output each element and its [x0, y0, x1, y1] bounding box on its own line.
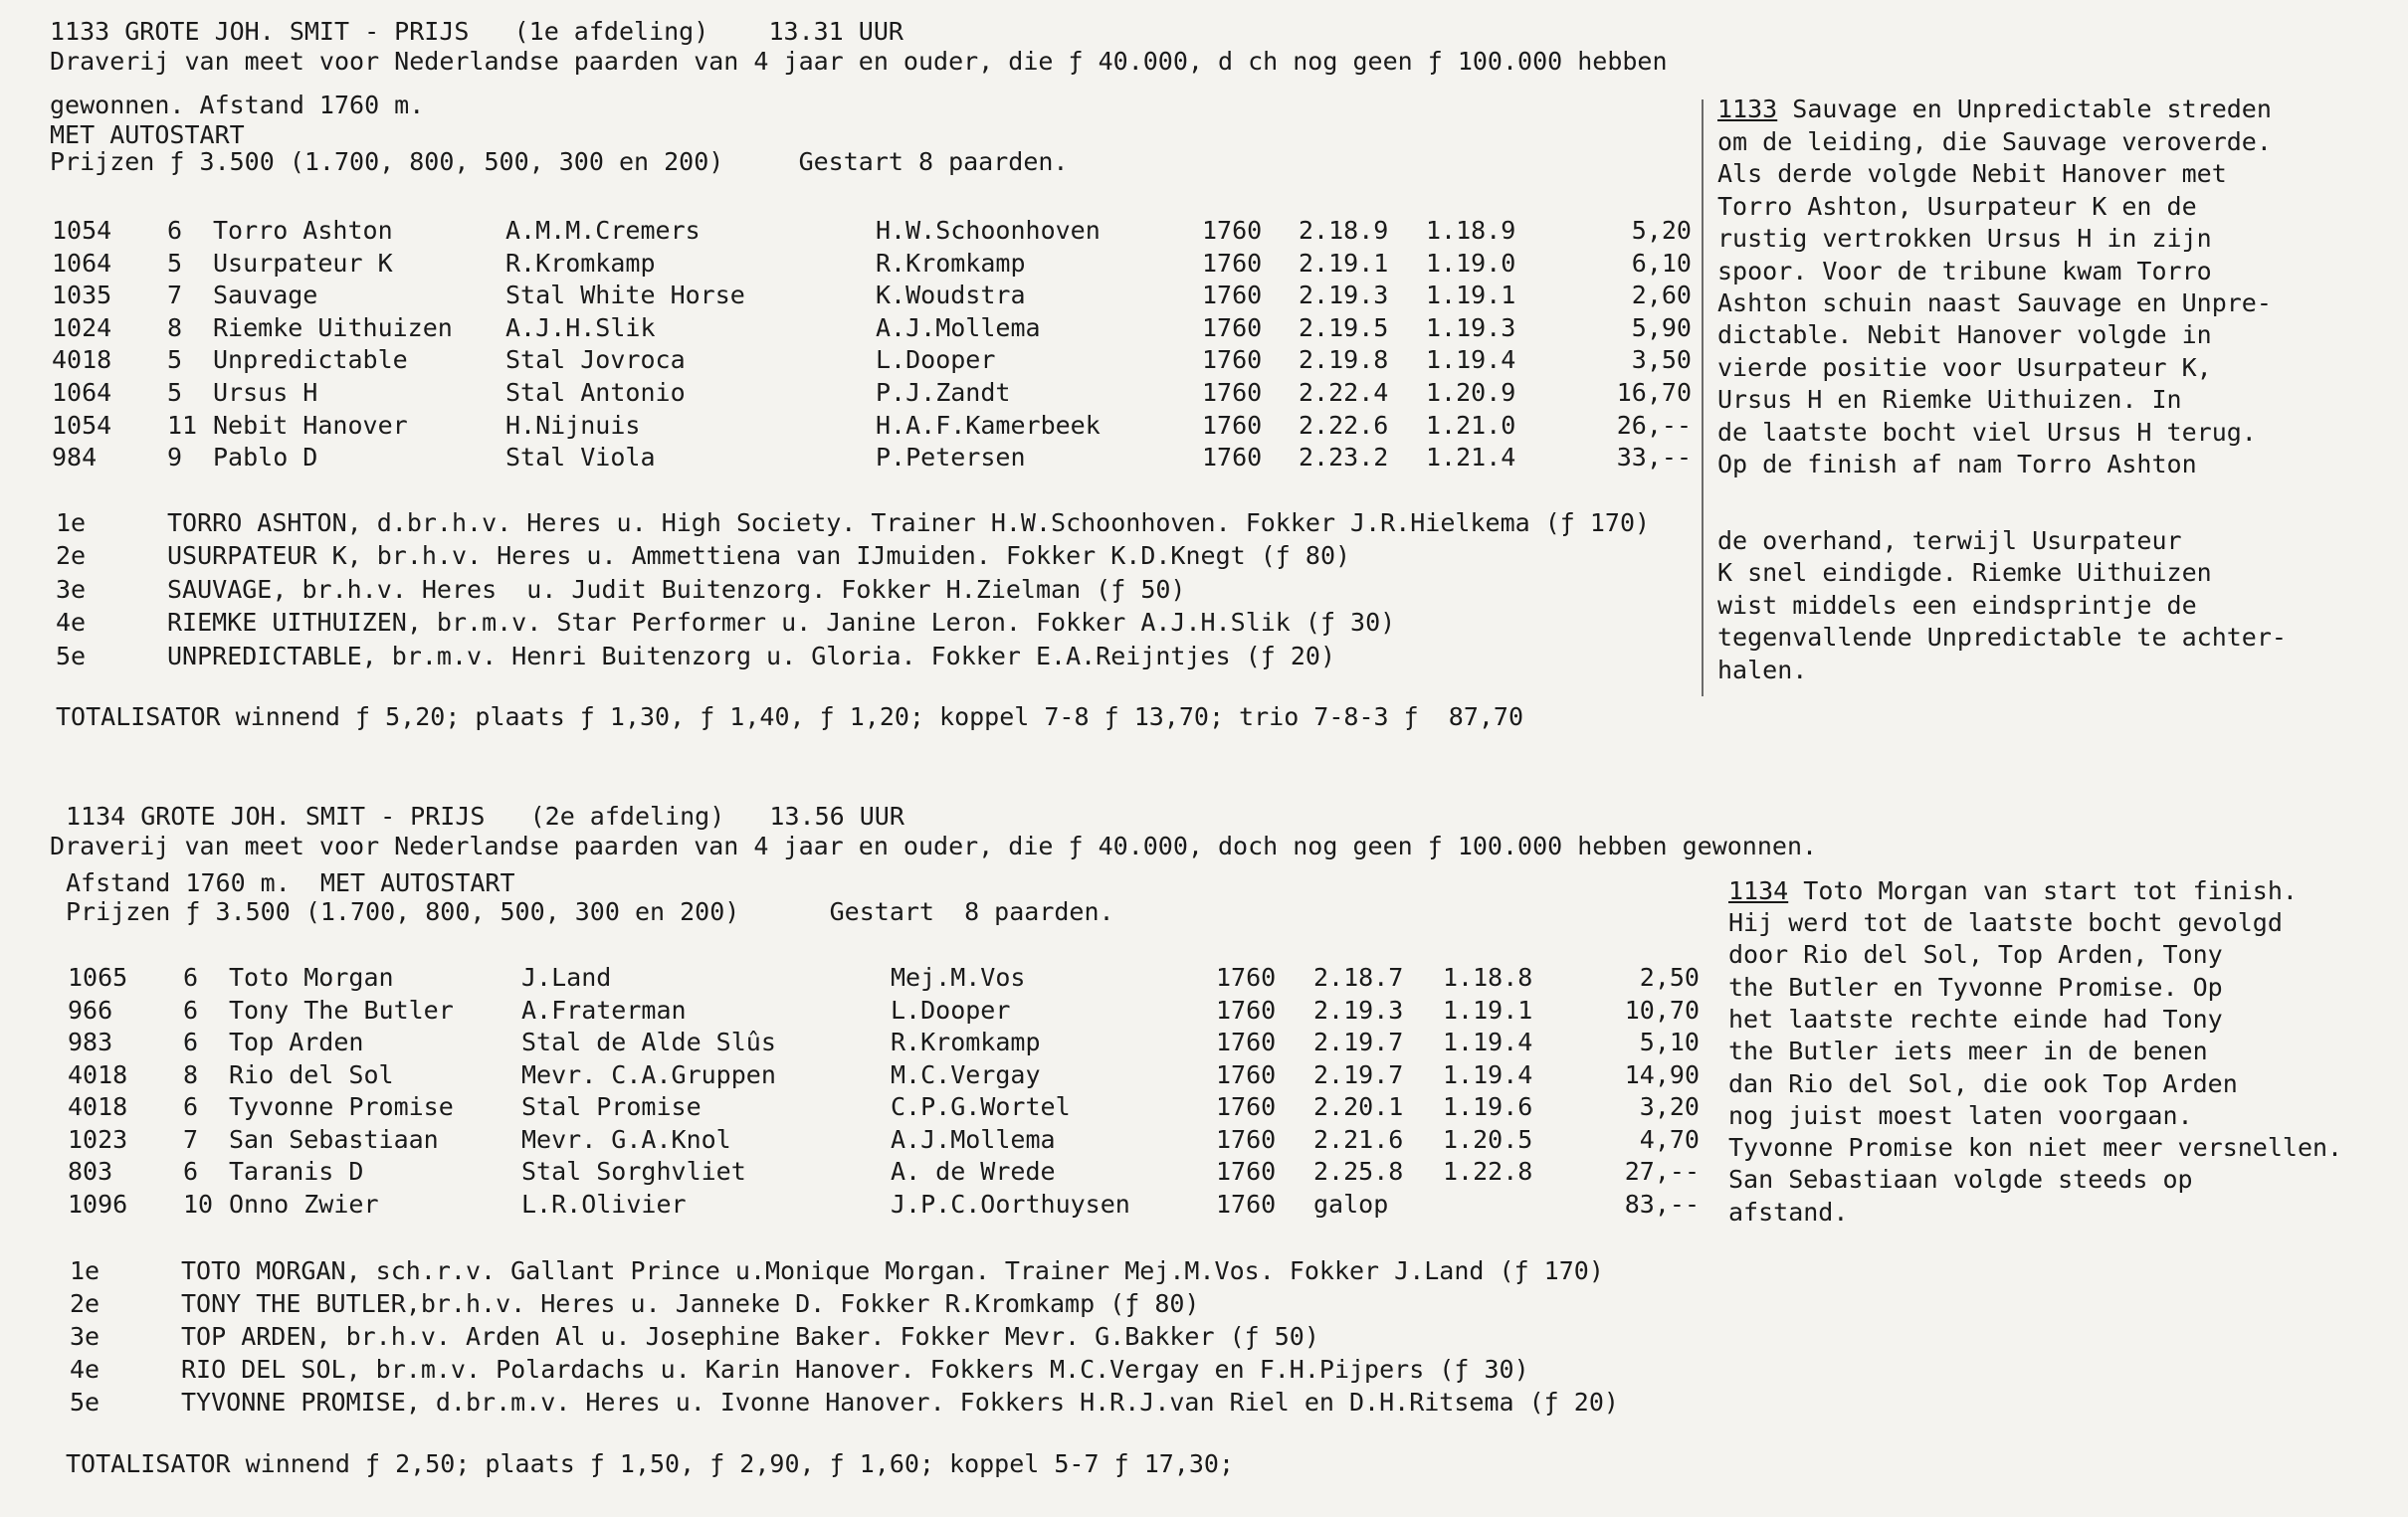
comment-line: Ashton schuin naast Sauvage en Unpre- — [1717, 288, 2272, 317]
cell-distance: 1760 — [1202, 410, 1263, 440]
cell-km-time: 1.19.4 — [1443, 1028, 1533, 1056]
race-header: 1133 GROTE JOH. SMIT - PRIJS (1e afdeling) 13.31 UUR — [50, 17, 903, 46]
comment-line: halen. — [1717, 655, 1808, 684]
cell-horse: Ursus H — [213, 378, 318, 407]
cell-program-number: 4018 — [52, 345, 112, 375]
cell-program-number: 983 — [68, 1028, 113, 1056]
cell-distance: 1760 — [1202, 248, 1263, 278]
cell-driver: A.J.Mollema — [876, 312, 1041, 342]
race-comment-first-line — [1717, 95, 2272, 124]
cell-program-number: 4018 — [68, 1092, 128, 1121]
cell-start-number: 10 — [183, 1189, 214, 1219]
cell-distance: 1760 — [1202, 216, 1263, 245]
cell-owner: J.Land — [521, 963, 612, 992]
cell-horse: Unpredictable — [213, 345, 408, 375]
cell-distance: 1760 — [1216, 1028, 1277, 1056]
cell-start-number: 5 — [167, 248, 183, 278]
cell-driver: R.Kromkamp — [876, 248, 1026, 278]
cell-owner: Stal Antonio — [505, 378, 686, 407]
cell-horse: Tony The Butler — [229, 995, 454, 1025]
cell-program-number: 1054 — [52, 410, 112, 440]
cell-driver: R.Kromkamp — [891, 1028, 1041, 1056]
race-conditions: Afstand 1760 m. MET AUTOSTART — [66, 868, 515, 897]
cell-start-number: 7 — [167, 281, 183, 310]
cell-driver: K.Woudstra — [876, 281, 1026, 310]
cell-time: 2.19.7 — [1313, 1028, 1404, 1056]
cell-horse: Top Arden — [229, 1028, 364, 1056]
cell-owner: Stal Jovroca — [505, 345, 686, 375]
race-prizes: Prijzen ƒ 3.500 (1.700, 800, 500, 300 en 200) Gestart 8 paarden. — [50, 147, 1069, 176]
placing-rank: 4e — [56, 608, 87, 638]
race-start-type: MET AUTOSTART — [50, 120, 245, 149]
cell-owner: R.Kromkamp — [505, 248, 656, 278]
comment-line: door Rio del Sol, Top Arden, Tony — [1728, 940, 2223, 970]
cell-odds: 4,70 — [1639, 1124, 1700, 1154]
cell-start-number: 5 — [167, 345, 183, 375]
cell-time: 2.23.2 — [1299, 443, 1389, 473]
cell-driver: H.W.Schoonhoven — [876, 216, 1101, 245]
placing-text: TYVONNE PROMISE, d.br.m.v. Heres u. Ivonne Hanover. Fokkers H.R.J.van Riel en D.H.Ritsema (ƒ 20) — [181, 1388, 1619, 1417]
comment-line: dictable. Nebit Hanover volgde in — [1717, 320, 2212, 350]
cell-odds: 83,-- — [1624, 1189, 1700, 1219]
cell-horse: San Sebastiaan — [229, 1124, 439, 1154]
cell-time: galop — [1313, 1189, 1389, 1219]
comment-line: afstand. — [1728, 1197, 1849, 1227]
comment-line: Tyvonne Promise kon niet meer versnellen. — [1728, 1133, 2343, 1163]
cell-program-number: 1054 — [52, 216, 112, 245]
cell-driver: L.Dooper — [876, 345, 996, 375]
cell-km-time: 1.19.6 — [1443, 1092, 1533, 1121]
placing-rank: 1e — [70, 1256, 100, 1285]
cell-km-time: 1.20.9 — [1426, 378, 1516, 407]
cell-horse: Rio del Sol — [229, 1059, 394, 1089]
cell-owner: Stal Sorghvliet — [521, 1157, 746, 1186]
cell-odds: 2,50 — [1639, 963, 1700, 992]
cell-owner: Stal White Horse — [505, 281, 745, 310]
cell-start-number: 6 — [183, 1092, 199, 1121]
cell-time: 2.19.7 — [1313, 1059, 1404, 1089]
comment-line: het laatste rechte einde had Tony — [1728, 1004, 2223, 1034]
comment-line: de overhand, terwijl Usurpateur — [1717, 526, 2182, 555]
comment-line: Hij werd tot de laatste bocht gevolgd — [1728, 908, 2283, 937]
cell-horse: Riemke Uithuizen — [213, 312, 453, 342]
placing-rank: 2e — [56, 541, 87, 571]
comment-line: rustig vertrokken Ursus H in zijn — [1717, 224, 2212, 254]
cell-driver: A. de Wrede — [891, 1157, 1056, 1186]
comment-line: Op de finish af nam Torro Ashton — [1717, 450, 2197, 478]
comment-line: San Sebastiaan volgde steeds op — [1728, 1165, 2193, 1195]
totalisator: TOTALISATOR winnend ƒ 5,20; plaats ƒ 1,30, ƒ 1,40, ƒ 1,20; koppel 7-8 ƒ 13,70; trio 7-8-3 ƒ 87,70 — [56, 702, 1524, 731]
cell-program-number: 1024 — [52, 312, 112, 342]
cell-program-number: 966 — [68, 995, 113, 1025]
cell-start-number: 9 — [167, 443, 183, 473]
cell-time: 2.19.3 — [1313, 995, 1404, 1025]
cell-driver: M.C.Vergay — [891, 1059, 1041, 1089]
cell-odds: 6,10 — [1631, 248, 1692, 278]
cell-km-time: 1.18.9 — [1426, 216, 1516, 245]
cell-start-number: 8 — [167, 312, 183, 342]
comment-line: nog juist moest laten voorgaan. — [1728, 1100, 2193, 1130]
comment-line: Als derde volgde Nebit Hanover met — [1717, 159, 2227, 189]
cell-horse: Pablo D — [213, 443, 318, 473]
placing-text: USURPATEUR K, br.h.v. Heres u. Ammettiena van IJmuiden. Fokker K.D.Knegt (ƒ 80) — [167, 541, 1351, 571]
cell-distance: 1760 — [1202, 378, 1263, 407]
placing-text: SAUVAGE, br.h.v. Heres u. Judit Buitenzorg. Fokker H.Zielman (ƒ 50) — [167, 574, 1186, 604]
cell-owner: A.Fraterman — [521, 995, 687, 1025]
cell-driver: P.J.Zandt — [876, 378, 1011, 407]
cell-time: 2.19.8 — [1299, 345, 1389, 375]
placing-rank: 1e — [56, 508, 87, 537]
cell-program-number: 4018 — [68, 1059, 128, 1089]
cell-driver: H.A.F.Kamerbeek — [876, 410, 1101, 440]
cell-distance: 1760 — [1216, 1092, 1277, 1121]
cell-km-time: 1.19.4 — [1426, 345, 1516, 375]
cell-start-number: 7 — [183, 1124, 199, 1154]
cell-program-number: 1035 — [52, 281, 112, 310]
cell-horse: Taranis D — [229, 1157, 364, 1186]
cell-program-number: 984 — [52, 443, 98, 473]
cell-time: 2.19.3 — [1299, 281, 1389, 310]
comment-line: the Butler en Tyvonne Promise. Op — [1728, 972, 2223, 1002]
cell-start-number: 5 — [167, 378, 183, 407]
comment-line: the Butler iets meer in de benen — [1728, 1037, 2208, 1066]
cell-program-number: 1064 — [52, 378, 112, 407]
comment-line: spoor. Voor de tribune kwam Torro — [1717, 256, 2212, 285]
cell-horse: Tyvonne Promise — [229, 1092, 454, 1121]
cell-distance: 1760 — [1216, 1124, 1277, 1154]
race-conditions: Draverij van meet voor Nederlandse paarden van 4 jaar en ouder, die ƒ 40.000, doch nog geen ƒ 100.000 hebben gewonnen. — [50, 832, 1818, 860]
comment-divider — [1702, 99, 1704, 696]
cell-distance: 1760 — [1202, 281, 1263, 310]
cell-odds: 5,20 — [1631, 216, 1692, 245]
cell-time: 2.25.8 — [1313, 1157, 1404, 1186]
placing-rank: 4e — [70, 1355, 100, 1384]
comment-line: K snel eindigde. Riemke Uithuizen — [1717, 558, 2212, 588]
cell-odds: 14,90 — [1624, 1059, 1700, 1089]
cell-km-time: 1.19.1 — [1426, 281, 1516, 310]
cell-distance: 1760 — [1216, 1059, 1277, 1089]
cell-distance: 1760 — [1202, 345, 1263, 375]
cell-horse: Sauvage — [213, 281, 318, 310]
cell-time: 2.19.1 — [1299, 248, 1389, 278]
cell-start-number: 6 — [183, 1157, 199, 1186]
cell-km-time: 1.19.4 — [1443, 1059, 1533, 1089]
cell-time: 2.21.6 — [1313, 1124, 1404, 1154]
comment-race-number: 1134 — [1728, 876, 1789, 905]
cell-km-time: 1.19.3 — [1426, 312, 1516, 342]
cell-odds: 5,90 — [1631, 312, 1692, 342]
cell-start-number: 8 — [183, 1059, 199, 1089]
cell-odds: 10,70 — [1624, 995, 1700, 1025]
cell-km-time: 1.20.5 — [1443, 1124, 1533, 1154]
cell-owner: A.J.H.Slik — [505, 312, 656, 342]
cell-km-time: 1.21.4 — [1426, 443, 1516, 473]
placing-text: UNPREDICTABLE, br.m.v. Henri Buitenzorg u. Gloria. Fokker E.A.Reijntjes (ƒ 20) — [167, 641, 1335, 670]
comment-line: vierde positie voor Usurpateur K, — [1717, 352, 2212, 382]
cell-km-time: 1.22.8 — [1443, 1157, 1533, 1186]
cell-owner: A.M.M.Cremers — [505, 216, 701, 245]
race-conditions: gewonnen. Afstand 1760 m. — [50, 91, 425, 119]
cell-odds: 3,50 — [1631, 345, 1692, 375]
placing-rank: 2e — [70, 1289, 100, 1318]
cell-owner: Stal de Alde Slûs — [521, 1028, 776, 1056]
cell-distance: 1760 — [1216, 963, 1277, 992]
cell-owner: Stal Viola — [505, 443, 656, 473]
cell-driver: C.P.G.Wortel — [891, 1092, 1071, 1121]
cell-distance: 1760 — [1216, 1157, 1277, 1186]
cell-horse: Onno Zwier — [229, 1189, 379, 1219]
race-comment-first-line — [1728, 876, 2298, 906]
placing-rank: 5e — [70, 1388, 100, 1417]
cell-horse: Usurpateur K — [213, 248, 393, 278]
cell-time: 2.18.9 — [1299, 216, 1389, 245]
placing-rank: 5e — [56, 641, 87, 670]
comment-line: wist middels een eindsprintje de — [1717, 590, 2197, 620]
comment-line: Ursus H en Riemke Uithuizen. In — [1717, 385, 2182, 415]
cell-start-number: 6 — [167, 216, 183, 245]
cell-owner: Stal Promise — [521, 1092, 702, 1121]
comment-line: Torro Ashton, Usurpateur K en de — [1717, 191, 2197, 221]
cell-driver: J.P.C.Oorthuysen — [891, 1189, 1130, 1219]
comment-line: dan Rio del Sol, die ook Top Arden — [1728, 1068, 2238, 1098]
cell-program-number: 1065 — [68, 963, 128, 992]
cell-horse: Torro Ashton — [213, 216, 393, 245]
comment-text: Sauvage en Unpredictable streden — [1777, 95, 2272, 123]
cell-odds: 27,-- — [1624, 1157, 1700, 1186]
race-prizes: Prijzen ƒ 3.500 (1.700, 800, 500, 300 en 200) Gestart 8 paarden. — [66, 897, 1114, 926]
cell-time: 2.22.6 — [1299, 410, 1389, 440]
cell-start-number: 6 — [183, 1028, 199, 1056]
cell-owner: H.Nijnuis — [505, 410, 641, 440]
comment-line: om de leiding, die Sauvage veroverde. — [1717, 127, 2272, 156]
cell-km-time: 1.19.0 — [1426, 248, 1516, 278]
cell-program-number: 1023 — [68, 1124, 128, 1154]
cell-owner: Mevr. C.A.Gruppen — [521, 1059, 776, 1089]
cell-driver: P.Petersen — [876, 443, 1026, 473]
cell-odds: 2,60 — [1631, 281, 1692, 310]
cell-start-number: 6 — [183, 995, 199, 1025]
placing-text: RIEMKE UITHUIZEN, br.m.v. Star Performer u. Janine Leron. Fokker A.J.H.Slik (ƒ 30) — [167, 608, 1396, 638]
cell-odds: 5,10 — [1639, 1028, 1700, 1056]
cell-distance: 1760 — [1216, 995, 1277, 1025]
cell-km-time: 1.19.1 — [1443, 995, 1533, 1025]
totalisator: TOTALISATOR winnend ƒ 2,50; plaats ƒ 1,50, ƒ 2,90, ƒ 1,60; koppel 5-7 ƒ 17,30; — [66, 1449, 1234, 1478]
cell-horse: Nebit Hanover — [213, 410, 408, 440]
cell-distance: 1760 — [1202, 443, 1263, 473]
cell-driver: A.J.Mollema — [891, 1124, 1056, 1154]
placing-rank: 3e — [70, 1322, 100, 1351]
placing-text: TOTO MORGAN, sch.r.v. Gallant Prince u.Monique Morgan. Trainer Mej.M.Vos. Fokker J.Land (ƒ 170) — [181, 1256, 1604, 1285]
comment-race-number: 1133 — [1717, 95, 1778, 123]
cell-odds: 3,20 — [1639, 1092, 1700, 1121]
cell-start-number: 6 — [183, 963, 199, 992]
cell-start-number: 11 — [167, 410, 198, 440]
race-header: 1134 GROTE JOH. SMIT - PRIJS (2e afdeling) 13.56 UUR — [66, 802, 904, 831]
cell-time: 2.19.5 — [1299, 312, 1389, 342]
cell-odds: 26,-- — [1616, 410, 1692, 440]
cell-km-time: 1.21.0 — [1426, 410, 1516, 440]
placing-rank: 3e — [56, 574, 87, 604]
placing-text: TONY THE BUTLER,br.h.v. Heres u. Janneke D. Fokker R.Kromkamp (ƒ 80) — [181, 1289, 1200, 1318]
cell-driver: Mej.M.Vos — [891, 963, 1026, 992]
cell-time: 2.20.1 — [1313, 1092, 1404, 1121]
placing-text: TORRO ASHTON, d.br.h.v. Heres u. High Society. Trainer H.W.Schoonhoven. Fokker J.R.Hielkema (ƒ 170) — [167, 508, 1651, 537]
cell-horse: Toto Morgan — [229, 963, 394, 992]
cell-program-number: 803 — [68, 1157, 113, 1186]
cell-km-time: 1.18.8 — [1443, 963, 1533, 992]
placing-text: RIO DEL SOL, br.m.v. Polardachs u. Karin Hanover. Fokkers M.C.Vergay en F.H.Pijpers (ƒ 30) — [181, 1355, 1529, 1384]
comment-line: de laatste bocht viel Ursus H terug. — [1717, 417, 2257, 447]
cell-odds: 33,-- — [1616, 443, 1692, 473]
cell-owner: L.R.Olivier — [521, 1189, 687, 1219]
cell-odds: 16,70 — [1616, 378, 1692, 407]
cell-program-number: 1064 — [52, 248, 112, 278]
cell-program-number: 1096 — [68, 1189, 128, 1219]
placing-text: TOP ARDEN, br.h.v. Arden Al u. Josephine Baker. Fokker Mevr. G.Bakker (ƒ 50) — [181, 1322, 1319, 1351]
cell-distance: 1760 — [1202, 312, 1263, 342]
cell-owner: Mevr. G.A.Knol — [521, 1124, 731, 1154]
cell-driver: L.Dooper — [891, 995, 1011, 1025]
cell-distance: 1760 — [1216, 1189, 1277, 1219]
cell-time: 2.18.7 — [1313, 963, 1404, 992]
cell-time: 2.22.4 — [1299, 378, 1389, 407]
race-conditions: Draverij van meet voor Nederlandse paarden van 4 jaar en ouder, die ƒ 40.000, d ch nog geen ƒ 100.000 hebben — [50, 47, 1668, 76]
comment-text: Toto Morgan van start tot finish. — [1788, 876, 2298, 905]
comment-line: tegenvallende Unpredictable te achter- — [1717, 623, 2287, 653]
